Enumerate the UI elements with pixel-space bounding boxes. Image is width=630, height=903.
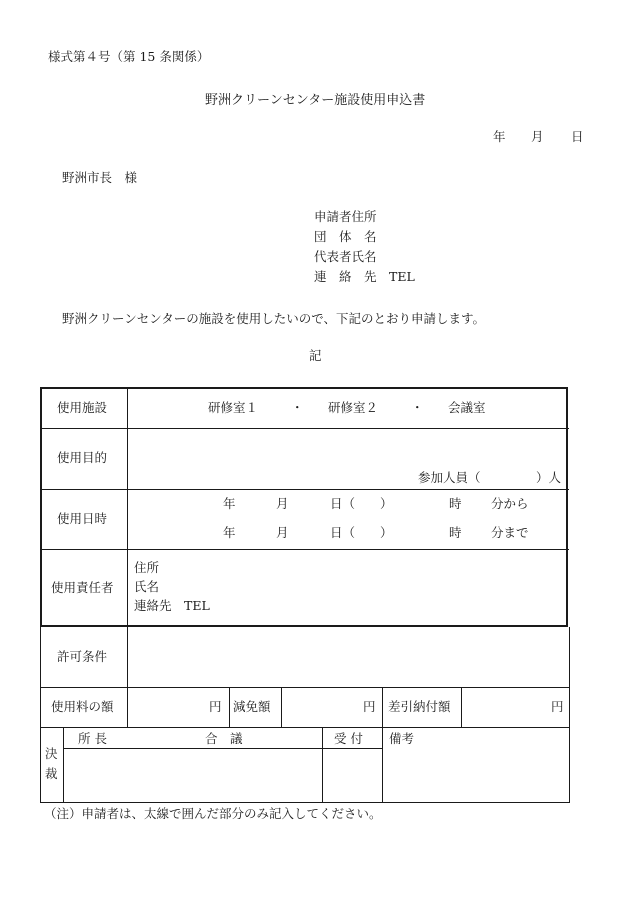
page-title: 野洲クリーンセンター施設使用申込書	[205, 93, 426, 108]
end-month-label: 月	[276, 525, 289, 540]
intro-text: 野洲クリーンセンターの施設を使用したいので、下記のとおり申請します。	[62, 311, 486, 326]
applicant-address-label: 申請者住所	[314, 209, 377, 224]
end-year-label: 年	[223, 525, 236, 540]
bold-frame	[40, 387, 568, 627]
decision-label-bottom: 裁	[45, 766, 58, 781]
applicant-rep-label: 代表者氏名	[314, 249, 377, 264]
start-day-label: 日（	[330, 496, 356, 511]
purpose-field[interactable]	[130, 434, 566, 468]
facility-separator: ・	[291, 400, 304, 415]
attendees-prefix: 参加人員（	[418, 470, 481, 485]
purpose-label: 使用目的	[57, 450, 108, 465]
facility-option-meeting-room[interactable]: 会議室	[448, 400, 486, 415]
responsible-contact-label: 連絡先 TEL	[134, 598, 210, 613]
responsible-label: 使用責任者	[51, 580, 114, 595]
remarks-label: 備考	[389, 731, 415, 746]
decision-label-top: 決	[45, 746, 58, 761]
start-from-label: 分から	[491, 496, 529, 511]
start-hour-label: 時	[449, 496, 462, 511]
end-hour-label: 時	[449, 525, 462, 540]
facility-option-training-2[interactable]: 研修室２	[328, 400, 379, 415]
addressee: 野洲市長 様	[62, 170, 138, 185]
applicant-org-label: 団 体 名	[314, 229, 377, 244]
start-year-label: 年	[223, 496, 236, 511]
balance-yen-unit: 円	[551, 699, 564, 714]
applicant-contact-label: 連 絡 先 TEL	[314, 269, 415, 284]
date-day-label: 日	[571, 129, 584, 144]
start-paren-close: ）	[380, 496, 393, 511]
end-paren-close: ）	[380, 525, 393, 540]
facility-separator: ・	[411, 400, 424, 415]
form-number: 様式第４号（第 15 条関係）	[48, 49, 210, 64]
consultation-label: 合 議	[205, 731, 243, 746]
end-day-label: 日（	[330, 525, 356, 540]
facility-option-training-1[interactable]: 研修室１	[208, 400, 259, 415]
attendees-suffix: ）人	[536, 470, 562, 485]
balance-label: 差引納付額	[388, 699, 451, 714]
fee-yen-unit: 円	[209, 699, 222, 714]
reception-label: 受 付	[334, 731, 363, 746]
facility-label: 使用施設	[57, 400, 108, 415]
datetime-label: 使用日時	[57, 511, 108, 526]
date-month-label: 月	[531, 129, 544, 144]
fee-label: 使用料の額	[51, 699, 114, 714]
conditions-label: 許可条件	[57, 649, 108, 664]
responsible-name-label: 氏名	[134, 579, 160, 594]
director-label: 所 長	[78, 731, 107, 746]
attendees-count-field[interactable]	[486, 470, 534, 486]
reduction-yen-unit: 円	[363, 699, 376, 714]
reduction-label: 減免額	[233, 699, 271, 714]
end-until-label: 分まで	[491, 525, 529, 540]
start-month-label: 月	[276, 496, 289, 511]
date-year-label: 年	[493, 129, 506, 144]
footnote: （注）申請者は、太線で囲んだ部分のみ記入してください。	[44, 806, 382, 821]
responsible-address-label: 住所	[134, 560, 160, 575]
ki-heading: 記	[309, 348, 322, 363]
